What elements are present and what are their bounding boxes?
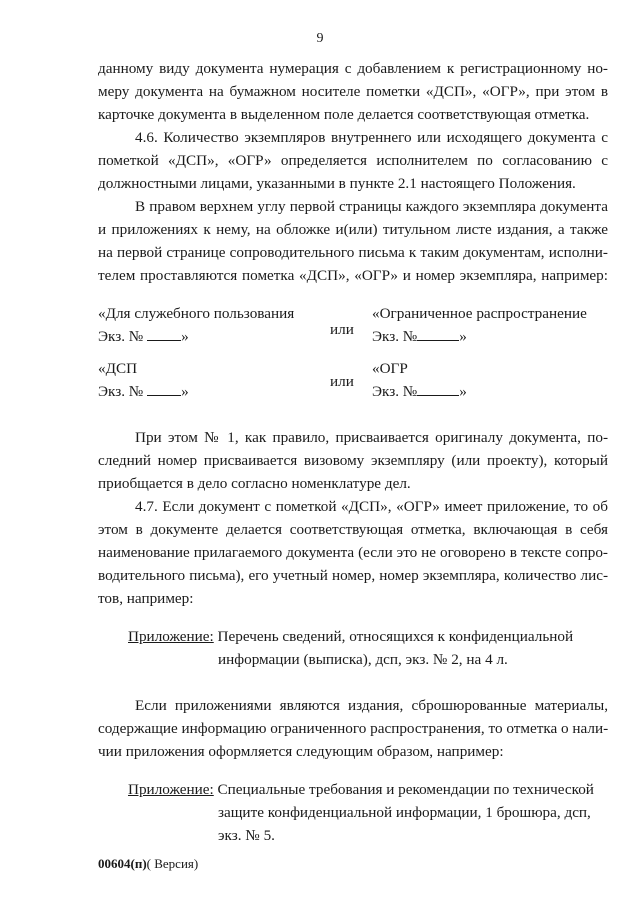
example-ogr-full-title: «Ограниченное распространение [372,305,587,322]
paragraph-line: этом в документе делается соответствующая отметка, включающая в себя [98,521,608,538]
paragraph-line: тов, например: [98,590,194,607]
or-label: или [330,321,354,338]
copy-label: Экз. № [372,328,418,345]
paragraph-line: В правом верхнем углу первой страницы каждого экземпляра документа [135,198,608,215]
paragraph-line: содержащие информацию ограниченного распространения, то отметка о нали- [98,720,609,737]
blank-line [417,328,459,341]
copy-label: Экз. № [98,383,144,400]
closing-quote: » [459,383,467,400]
closing-quote: » [459,328,467,345]
paragraph-line: следний номер присваивается визовому экземпляру (или проекту), который [98,452,608,469]
document-footer [98,856,198,872]
attachment-2-second-line: защите конфиденциальной информации, 1 брошюра, дсп, [218,804,591,821]
example-dsp-full-copy [98,327,189,346]
attachment-label: Приложение: [128,781,214,798]
attachment-2-third-line: экз. № 5. [218,827,275,844]
example-dsp-short-title: «ДСП [98,360,138,377]
paragraph-line: водительного письма), его учетный номер, номер экземпляра, количество лис- [98,567,608,584]
example-ogr-short-title: «ОГР [372,360,408,377]
paragraph-line: пометкой «ДСП», «ОГР» определяется исполнителем по согласованию с [98,152,608,169]
example-ogr-full-copy [372,327,467,346]
attachment-1-second-line: информации (выписка), дсп, экз. № 2, на 4 л. [218,651,508,668]
paragraph-line: При этом № 1, как правило, присваивается оригиналу документа, по- [135,429,608,446]
attachment-text: Специальные требования и рекомендации по технической [213,781,594,798]
closing-quote: » [181,383,189,400]
paragraph-line: Если приложениями являются издания, сброшюрованные материалы, [135,697,608,714]
closing-quote: » [181,328,189,345]
paragraph-line: 4.6. Количество экземпляров внутреннего или исходящего документа с [135,129,608,146]
copy-label: Экз. № [98,328,144,345]
attachment-2-first-line [128,780,594,799]
document-version: ( Версия) [146,856,199,871]
paragraph-line: приобщается в дело согласно номенклатуре дел. [98,475,411,492]
paragraph-line: наименование прилагаемого документа (если это не оговорено в тексте сопро- [98,544,608,561]
blank-line [417,383,459,396]
document-code: 00604(п) [98,856,147,871]
paragraph-line: и приложениях к нему, на обложке и(или) титульном листе издания, а также [98,221,608,238]
paragraph-line: на первой странице сопроводительного письма к таким документам, исполни- [98,244,608,261]
or-label: или [330,373,354,390]
page-number: 9 [316,31,324,46]
paragraph-line: данному виду документа нумерация с добавлением к регистрационному но- [98,60,608,77]
attachment-text: Перечень сведений, относящихся к конфиденциальной [213,628,574,645]
paragraph-line: чии приложения оформляется следующим образом, например: [98,743,504,760]
paragraph-line: карточке документа в выделенном поле делается соответствующая отметка. [98,106,590,123]
blank-line [147,328,181,341]
example-ogr-short-copy [372,382,467,401]
example-dsp-full-title: «Для служебного пользования [98,305,295,322]
blank-line [147,383,181,396]
paragraph-line: меру документа на бумажном носителе пометки «ДСП», «ОГР», при этом в [98,83,608,100]
example-dsp-short-copy [98,382,189,401]
paragraph-line: 4.7. Если документ с пометкой «ДСП», «ОГР» имеет приложение, то об [135,498,608,515]
paragraph-line: должностными лицами, указанными в пункте 2.1 настоящего Положения. [98,175,576,192]
attachment-label: Приложение: [128,628,214,645]
copy-label: Экз. № [372,383,418,400]
paragraph-line: телем проставляются пометка «ДСП», «ОГР» и номер экземпляра, например: [98,267,608,284]
attachment-1-first-line [128,627,573,646]
